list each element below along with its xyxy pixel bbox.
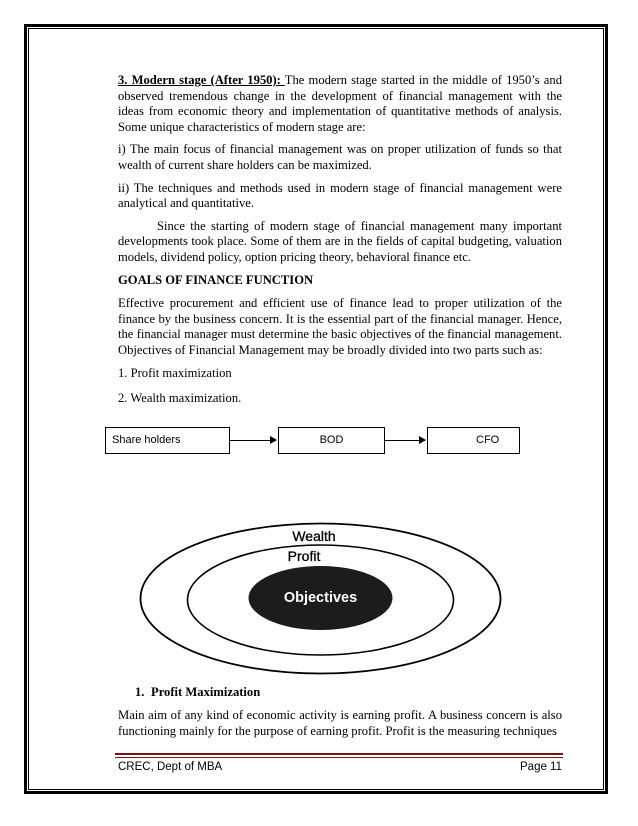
footer-divider-thin xyxy=(115,757,563,758)
modern-stage-paragraph xyxy=(118,73,562,135)
objectives-diagram xyxy=(137,520,504,677)
wealth-label: Wealth xyxy=(292,528,336,544)
document-body xyxy=(118,73,562,417)
profit-maximization-heading xyxy=(135,685,260,700)
profit-section-number: 1. xyxy=(135,685,145,699)
profit-paragraph: Main aim of any kind of economic activity is earning profit. A business concern is also functioning mainly for the purpose of earning profit. Profit is the measuring techniques xyxy=(118,708,562,738)
footer-department: CREC, Dept of MBA xyxy=(118,761,223,773)
modern-stage-heading: 3. Modern stage (After 1950): xyxy=(118,73,281,87)
flow-box-cfo: CFO xyxy=(427,427,520,454)
flow-box-share-holders: Share holders xyxy=(105,427,230,454)
flow-diagram xyxy=(105,427,520,456)
goals-heading: GOALS OF FINANCE FUNCTION xyxy=(118,272,314,287)
arrow-right-icon xyxy=(230,440,276,441)
modern-stage-text: The modern stage started in the middle of 1950’s and observed tremendous change in the development of financial management with the ideas from economic theory and implementation of quantitative methods of analysis. Some unique characteristics of modern stage are: xyxy=(118,73,562,134)
footer-divider xyxy=(115,753,563,755)
page-number: Page 11 xyxy=(520,761,562,773)
profit-label: Profit xyxy=(287,548,321,564)
developments-paragraph: Since the starting of modern stage of financial management many important developments took place. Some of them are in the fields of capital budgeting, valuation models, dividend policy, option pricing theory, behavioral finance etc. xyxy=(118,218,562,264)
arrow-right-icon xyxy=(385,440,425,441)
point-i: i) The main focus of financial management was on proper utilization of funds so that wealth of current share holders can be maximized. xyxy=(118,142,562,172)
profit-section-title: Profit Maximization xyxy=(151,685,261,699)
list-item-wealth: 2. Wealth maximization. xyxy=(118,391,242,406)
goals-paragraph: Effective procurement and efficient use of finance lead to proper utilization of the finance by the business concern. It is the essential part of the financial manager. Hence, the financial manager must determine the basic objectives of the financial management. Objectives of Financial Management may be broadly divided into two parts such as: xyxy=(118,296,562,357)
point-ii: ii) The techniques and methods used in modern stage of financial management were analytical and quantitative. xyxy=(118,180,562,211)
list-item-profit: 1. Profit maximization xyxy=(118,365,232,380)
flow-box-bod: BOD xyxy=(278,427,385,454)
objectives-label: Objectives xyxy=(283,590,358,606)
